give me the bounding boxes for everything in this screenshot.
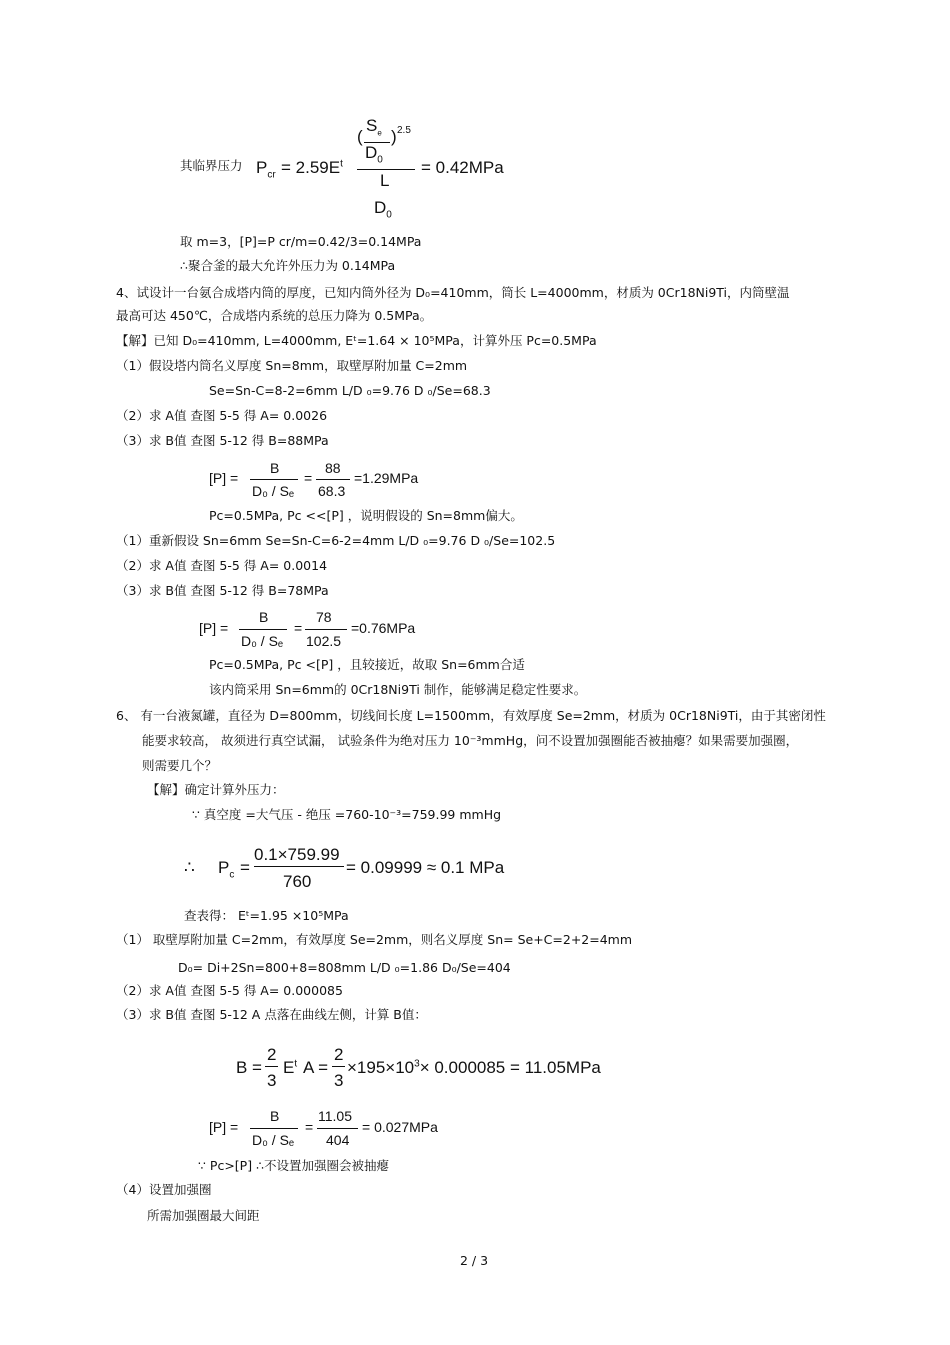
result: =1.29MPa — [354, 470, 419, 486]
pc-symbol: $P_c$ — [218, 858, 235, 881]
denominator: 404 — [326, 1132, 350, 1148]
a-term: A = — [303, 1058, 329, 1077]
question-6-cont: 则需要几个？ — [142, 758, 218, 773]
equals: = — [304, 470, 313, 486]
numerator: B — [270, 460, 280, 476]
numerator: B — [270, 1108, 280, 1124]
fraction-bar — [317, 1128, 358, 1129]
paren-open: ( — [357, 127, 363, 146]
step-line: （1）重新假设 Sn=6mm Se=Sn-C=6-2=4mm L/D ₀=9.76 D ₀/Se=102.5 — [116, 533, 556, 548]
text-line: ∵ 真空度 =大气压 - 绝压 =760-10⁻³=759.99 mmHg — [192, 807, 502, 822]
pcr-coefficient: = $2.59E^t$ — [281, 158, 343, 177]
critical-pressure-label: 其临界压力 — [180, 158, 243, 173]
numerator: 0.1×759.99 — [254, 845, 340, 864]
step-line: （2）求 A值 查图 5-5 得 A= 0.000085 — [116, 983, 343, 998]
l-term: L — [380, 171, 390, 190]
fraction-bar — [254, 866, 344, 867]
product-term: $\times 195\times 10^3\times 0.000085 = 11.05MPa$ — [347, 1058, 601, 1077]
fraction-bar — [250, 1128, 298, 1129]
question-4-cont: 最高可达 450℃，合成塔内系统的总压力降为 0.5MPa。 — [116, 308, 433, 323]
exponent: 2.5 — [397, 125, 411, 136]
text-line: 查表得： Eᵗ=1.95 ×10⁵MPa — [184, 908, 349, 923]
text-line: 所需加强圈最大间距 — [147, 1208, 260, 1223]
b-lhs: B = — [236, 1058, 262, 1077]
fraction-denominator: 3 — [334, 1071, 344, 1090]
numerator: 11.05 — [318, 1108, 352, 1124]
se-numerator: $S_e$ — [366, 116, 382, 138]
step-line: （1） 取壁厚附加量 C=2mm，有效厚度 Se=2mm，则名义厚度 Sn= Se+C=2+2=4mm — [116, 932, 633, 947]
fraction-numerator: 2 — [334, 1045, 344, 1064]
step-line: （2）求 A值 查图 5-5 得 A= 0.0026 — [116, 408, 328, 423]
p-lhs: [P] = — [209, 1119, 239, 1135]
denominator: 760 — [283, 872, 312, 891]
denominator: D₀ / Sₑ — [252, 1132, 295, 1148]
step-line: （4）设置加强圈 — [116, 1182, 212, 1197]
denominator: D₀ / Sₑ — [241, 633, 284, 649]
step-line: （1）假设塔内筒名义厚度 Sn=8mm，取壁厚附加量 C=2mm — [116, 358, 468, 373]
fraction-numerator: 2 — [267, 1045, 277, 1064]
paren-close: ) — [391, 127, 397, 146]
fraction-denominator: 3 — [267, 1071, 277, 1090]
equals: = — [305, 1119, 314, 1135]
denominator: 68.3 — [318, 483, 346, 499]
question-6: 6、 有一台液氮罐，直径为 D=800mm，切线间长度 L=1500mm，有效厚度 Se=2mm，材质为 0Cr18Ni9Ti，由于其密闭性 — [116, 708, 826, 723]
result: = 0.09999 ≈ 0.1 MPa — [346, 858, 505, 877]
fraction-bar — [316, 479, 350, 480]
d0-denominator: $D_0$ — [365, 143, 383, 166]
text-line: ∴聚合釜的最大允许外压力为 0.14MPa — [180, 258, 396, 273]
equals: = — [240, 858, 250, 877]
result: = 0.027MPa — [362, 1119, 438, 1135]
result: =0.76MPa — [351, 620, 416, 636]
main-fraction-bar — [357, 169, 415, 170]
numerator: B — [259, 609, 269, 625]
step-line: D₀= Di+2Sn=800+8=808mm L/D ₀=1.86 D₀/Se=404 — [178, 960, 511, 975]
step-line: （3）求 B值 查图 5-12 得 B=78MPa — [116, 583, 329, 598]
fraction-bar — [332, 1066, 345, 1067]
therefore-symbol: ∴ — [184, 858, 195, 877]
pcr-result: = 0.42MPa — [421, 158, 504, 177]
p-lhs: [P] = — [209, 470, 239, 486]
text-line: 取 m=3，[P]=P cr/m=0.42/3=0.14MPa — [180, 234, 422, 249]
fraction-bar — [250, 479, 298, 480]
d0-term: $D_0$ — [374, 198, 392, 221]
step-line: （3）求 B值 查图 5-12 得 B=88MPa — [116, 433, 329, 448]
question-4: 4、试设计一台氨合成塔内筒的厚度，已知内筒外径为 D₀=410mm，筒长 L=4000mm，材质为 0Cr18Ni9Ti，内筒壁温 — [116, 285, 790, 300]
p-lhs: [P] = — [199, 620, 229, 636]
numerator: 78 — [316, 609, 332, 625]
question-6-cont: 能要求较高， 故须进行真空试漏， 试验条件为绝对压力 10⁻³mmHg，问不设置加强圈能否被抽瘪？如果需要加强圈， — [142, 733, 799, 748]
text-line: Pc=0.5MPa, Pc <<[P] ，说明假设的 Sn=8mm偏大。 — [209, 508, 523, 523]
denominator: D₀ / Sₑ — [252, 483, 295, 499]
pcr-symbol: $P_{cr}$ — [256, 158, 276, 181]
numerator: 88 — [325, 460, 341, 476]
equals: = — [294, 620, 303, 636]
page-number: 2 / 3 — [460, 1253, 489, 1268]
fraction-bar — [239, 629, 287, 630]
solution-4: 【解】已知 D₀=410mm, L=4000mm, Eᵗ=1.64 × 10⁵MPa，计算外压 Pc=0.5MPa — [116, 333, 597, 348]
step-line: （2）求 A值 查图 5-5 得 A= 0.0014 — [116, 558, 328, 573]
text-line: 该内筒采用 Sn=6mm的 0Cr18Ni9Ti 制作，能够满足稳定性要求。 — [209, 682, 587, 697]
step-line: （3）求 B值 查图 5-12 A 点落在曲线左侧，计算 B值： — [116, 1007, 427, 1022]
solution-6: 【解】确定计算外压力： — [147, 782, 285, 797]
text-line: Pc=0.5MPa, Pc <[P] ，且较接近，故取 Sn=6mm合适 — [209, 657, 525, 672]
fraction-bar — [265, 1066, 278, 1067]
step-line: Se=Sn-C=8-2=6mm L/D ₀=9.76 D ₀/Se=68.3 — [209, 383, 491, 398]
modulus-term: $E^t$ — [283, 1058, 298, 1077]
fraction-bar — [305, 629, 347, 630]
denominator: 102.5 — [306, 633, 342, 649]
text-line: ∵ Pc>[P] ∴不设置加强圈会被抽瘪 — [198, 1158, 390, 1173]
